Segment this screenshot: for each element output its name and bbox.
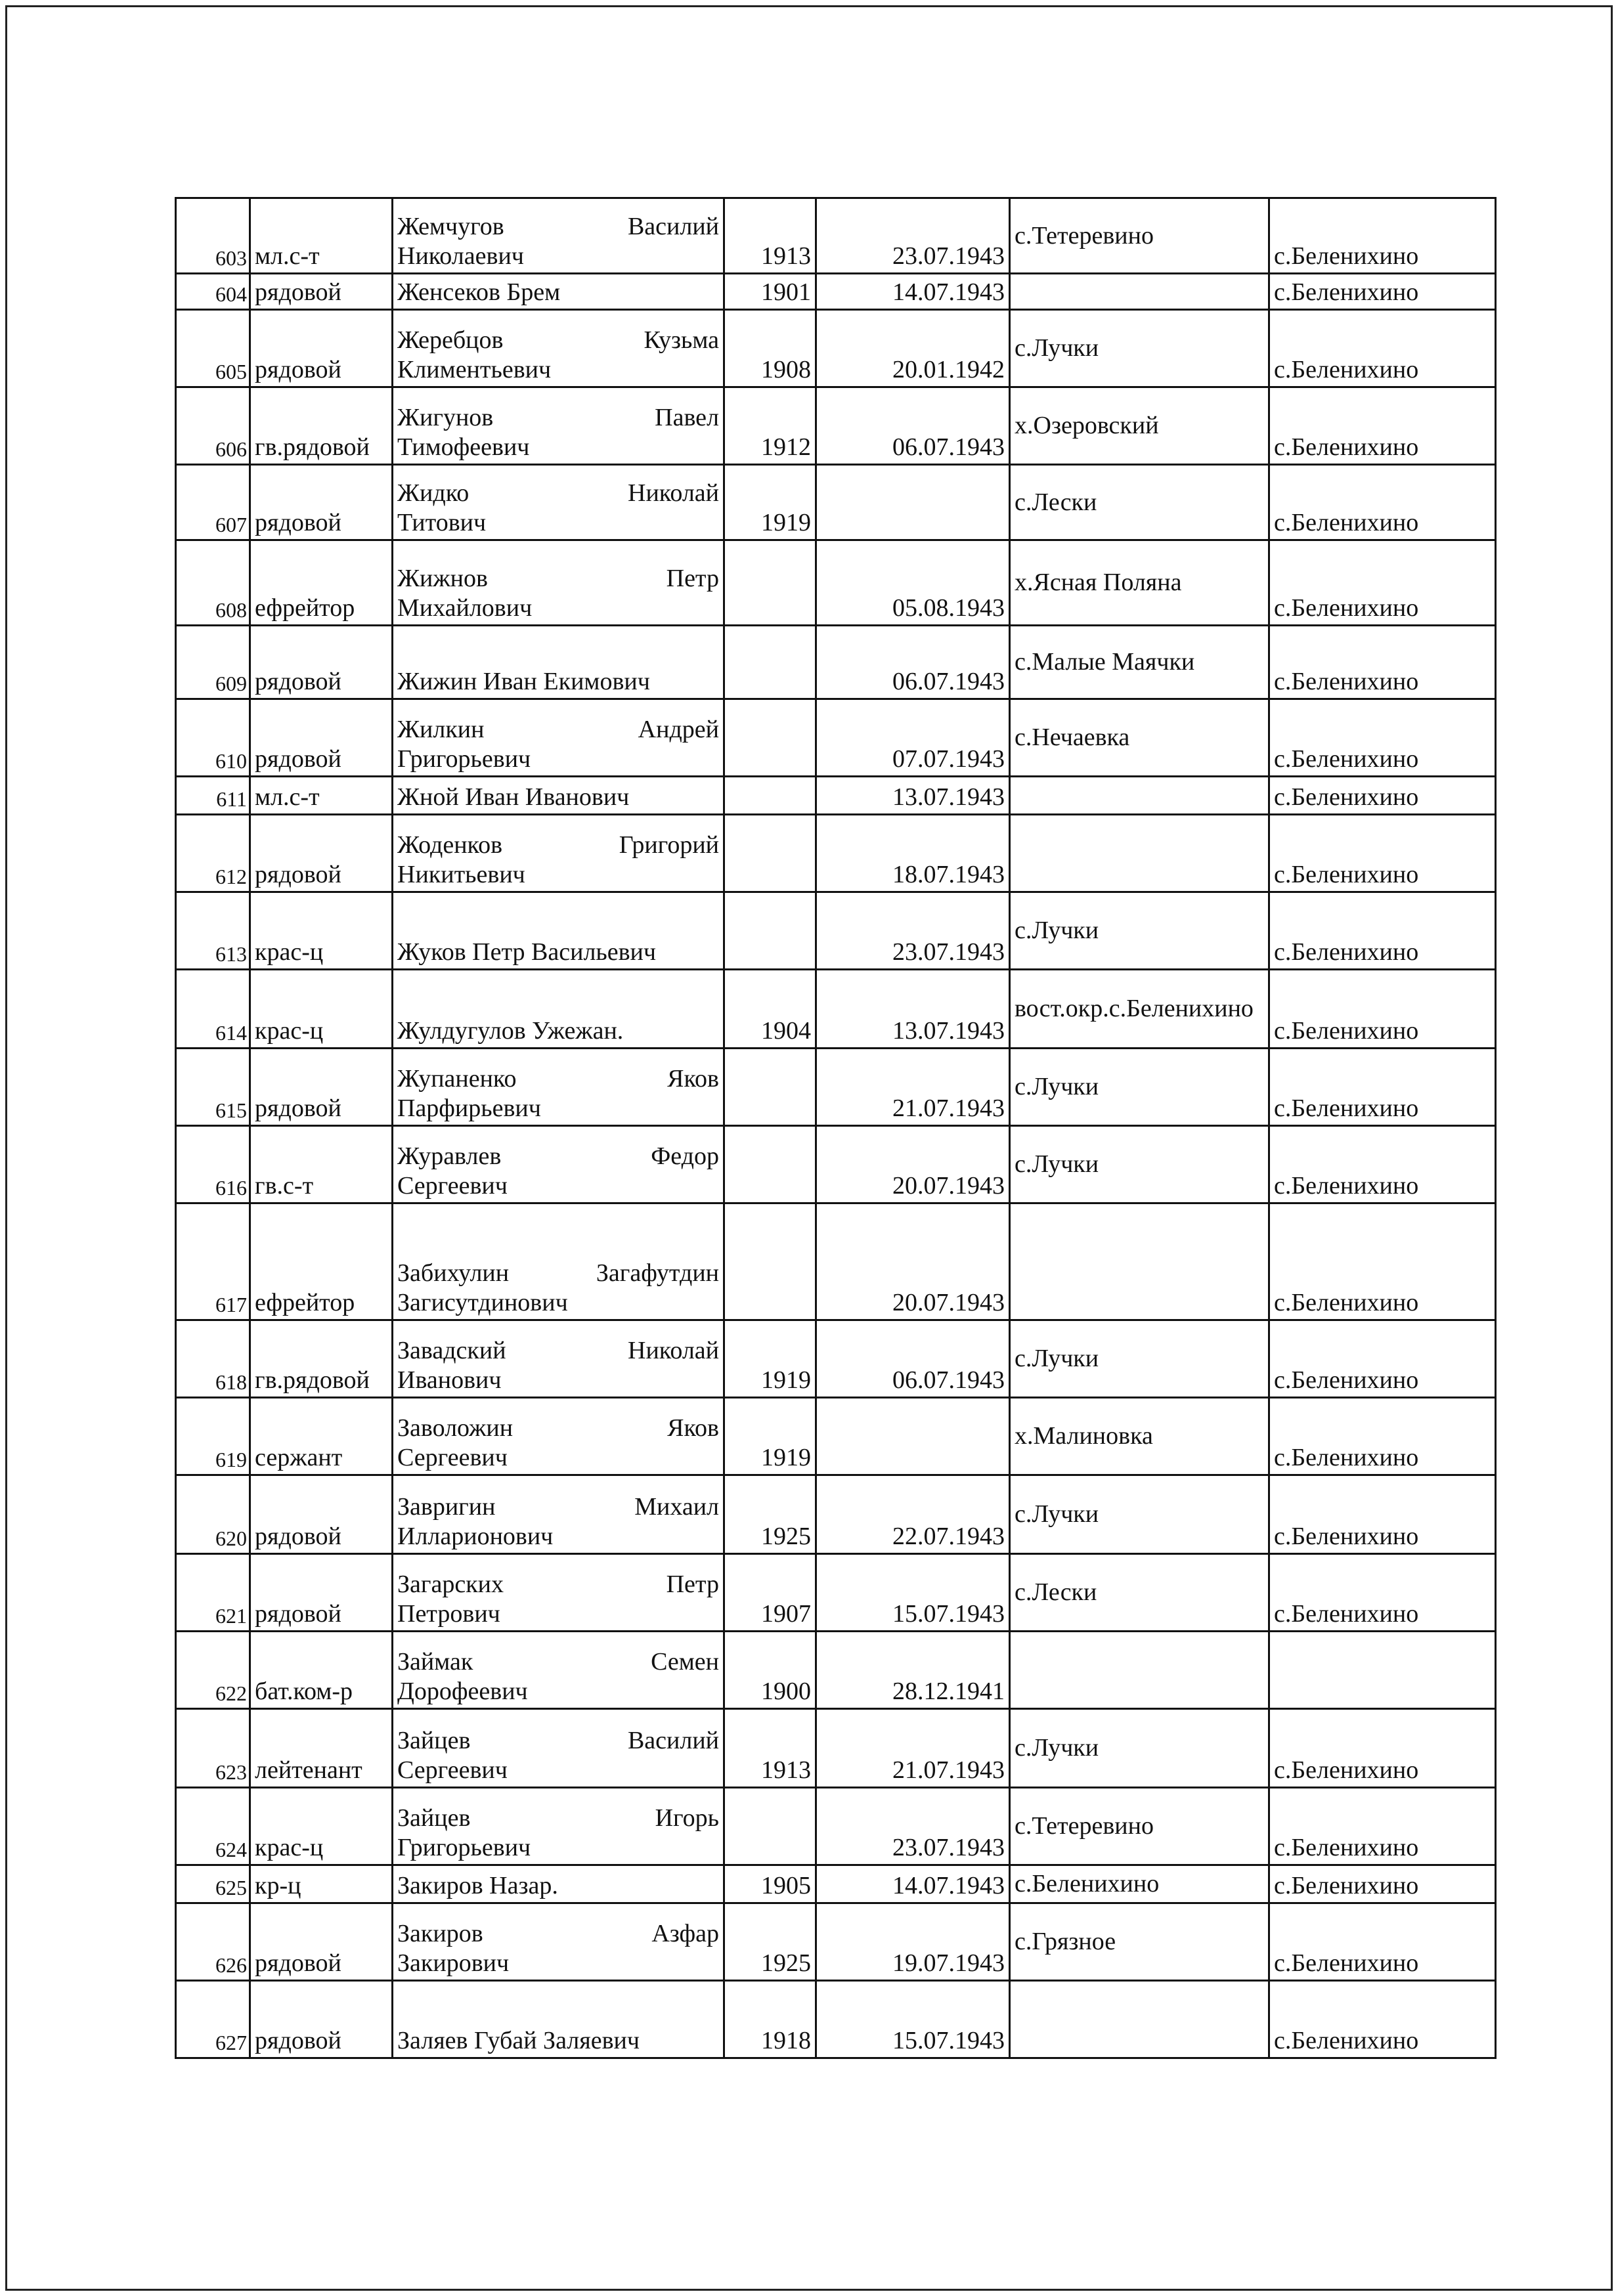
record-death-date: 06.07.1943 <box>816 387 1010 465</box>
record-number: 613 <box>176 892 250 970</box>
record-death-date: 19.07.1943 <box>816 1903 1010 1981</box>
record-birth-year: 1919 <box>724 465 816 540</box>
record-name <box>393 198 724 274</box>
record-name <box>393 626 724 699</box>
record-birth-year: 1925 <box>724 1903 816 1981</box>
record-name-line: Григорьевич <box>397 745 531 773</box>
record-name-line: Михайлович <box>397 594 533 622</box>
record-row <box>176 1981 1496 2058</box>
record-death-date: 05.08.1943 <box>816 540 1010 626</box>
record-row <box>176 1320 1496 1398</box>
record-rank: рядовой <box>250 1903 393 1981</box>
record-name-line: Жилкин Андрей <box>397 716 719 744</box>
record-name-text <box>397 831 719 890</box>
record-death-place <box>1010 815 1269 892</box>
record-burial-place: с.Беленихино <box>1269 699 1496 777</box>
record-birth-year: 1919 <box>724 1320 816 1398</box>
record-birth-year: 1908 <box>724 310 816 387</box>
record-burial-place: с.Беленихино <box>1269 1865 1496 1903</box>
record-death-date: 06.07.1943 <box>816 1320 1010 1398</box>
record-row <box>176 1554 1496 1632</box>
record-name-text <box>397 1336 719 1395</box>
record-death-place <box>1010 777 1269 815</box>
record-row <box>176 274 1496 310</box>
record-row <box>176 699 1496 777</box>
record-death-place: с.Лучки <box>1010 1709 1269 1788</box>
record-rank: бат.ком-р <box>250 1632 393 1709</box>
record-name-line: Закирович <box>397 1949 510 1978</box>
record-burial-place <box>1269 1632 1496 1709</box>
record-rank: рядовой <box>250 699 393 777</box>
record-number: 620 <box>176 1475 250 1554</box>
record-name <box>393 1865 724 1903</box>
record-name-line: Сергеевич <box>397 1756 508 1785</box>
record-row <box>176 1709 1496 1788</box>
record-row <box>176 198 1496 274</box>
record-birth-year: 1904 <box>724 970 816 1049</box>
record-rank: мл.с-т <box>250 198 393 274</box>
record-name-text <box>397 1726 719 1785</box>
record-name-line: Заляев Губай Заляевич <box>397 2027 640 2055</box>
record-number: 624 <box>176 1788 250 1865</box>
record-name-line: Завригин Михаил <box>397 1493 719 1521</box>
record-death-place: с.Лески <box>1010 465 1269 540</box>
record-burial-place: с.Беленихино <box>1269 1981 1496 2058</box>
record-name-text <box>397 1871 719 1901</box>
record-burial-place: с.Беленихино <box>1269 1709 1496 1788</box>
record-rank: крас-ц <box>250 892 393 970</box>
record-number: 610 <box>176 699 250 777</box>
record-name-line: Жной Иван Иванович <box>397 783 630 812</box>
record-name <box>393 274 724 310</box>
record-name-line: Тимофеевич <box>397 433 530 462</box>
record-name <box>393 465 724 540</box>
record-death-date <box>816 465 1010 540</box>
record-name-text <box>397 2026 719 2056</box>
record-name <box>393 1709 724 1788</box>
record-name <box>393 1126 724 1203</box>
record-rank: кр-ц <box>250 1865 393 1903</box>
record-row <box>176 970 1496 1049</box>
record-burial-place: с.Беленихино <box>1269 1554 1496 1632</box>
record-name-text <box>397 1492 719 1551</box>
record-number: 607 <box>176 465 250 540</box>
record-name-line: Жидко Николай <box>397 479 719 508</box>
record-name-text <box>397 564 719 623</box>
record-name-line: Илларионович <box>397 1523 554 1551</box>
record-burial-place: с.Беленихино <box>1269 1126 1496 1203</box>
record-name-line: Жеребцов Кузьма <box>397 326 719 355</box>
record-burial-place: с.Беленихино <box>1269 626 1496 699</box>
record-number: 616 <box>176 1126 250 1203</box>
record-rank: гв.рядовой <box>250 1320 393 1398</box>
record-name-line: Заволожин Яков <box>397 1414 719 1442</box>
record-number: 621 <box>176 1554 250 1632</box>
record-row <box>176 1788 1496 1865</box>
record-death-place: х.Озеровский <box>1010 387 1269 465</box>
record-death-date: 07.07.1943 <box>816 699 1010 777</box>
record-number: 614 <box>176 970 250 1049</box>
record-death-place <box>1010 1632 1269 1709</box>
record-name-text <box>397 1414 719 1473</box>
record-death-date: 20.07.1943 <box>816 1203 1010 1320</box>
record-name-line: Иванович <box>397 1366 502 1395</box>
record-birth-year <box>724 1049 816 1126</box>
record-death-place: с.Тетеревино <box>1010 1788 1269 1865</box>
record-name-line: Жигунов Павел <box>397 404 719 432</box>
record-birth-year <box>724 1788 816 1865</box>
record-name-text <box>397 278 719 307</box>
record-burial-place: с.Беленихино <box>1269 1788 1496 1865</box>
record-name-line: Жемчугов Василий <box>397 213 719 241</box>
record-death-place <box>1010 1981 1269 2058</box>
record-name-line: Парфирьевич <box>397 1094 541 1123</box>
record-burial-place: с.Беленихино <box>1269 777 1496 815</box>
record-burial-place: с.Беленихино <box>1269 1203 1496 1320</box>
record-name-line: Закиров Азфар <box>397 1920 719 1948</box>
record-death-place: с.Лучки <box>1010 310 1269 387</box>
record-name-line: Загарских Петр <box>397 1570 719 1599</box>
record-row <box>176 1203 1496 1320</box>
record-death-place: с.Лучки <box>1010 1126 1269 1203</box>
record-number: 609 <box>176 626 250 699</box>
record-burial-place: с.Беленихино <box>1269 198 1496 274</box>
record-birth-year: 1901 <box>724 274 816 310</box>
record-death-place: х.Малиновка <box>1010 1398 1269 1475</box>
record-rank: рядовой <box>250 815 393 892</box>
record-rank: ефрейтор <box>250 1203 393 1320</box>
record-death-date <box>816 1398 1010 1475</box>
record-name-line: Загисутдинович <box>397 1289 568 1317</box>
record-name <box>393 1632 724 1709</box>
record-death-date: 23.07.1943 <box>816 892 1010 970</box>
record-row <box>176 1632 1496 1709</box>
record-name-line: Женсеков Брем <box>397 278 561 307</box>
record-burial-place: с.Беленихино <box>1269 892 1496 970</box>
record-rank: рядовой <box>250 465 393 540</box>
record-row <box>176 1903 1496 1981</box>
record-rank: лейтенант <box>250 1709 393 1788</box>
record-row <box>176 815 1496 892</box>
record-name-line: Жуков Петр Васильевич <box>397 938 657 966</box>
record-name <box>393 1320 724 1398</box>
record-row <box>176 540 1496 626</box>
record-row <box>176 892 1496 970</box>
record-death-place <box>1010 1203 1269 1320</box>
record-birth-year <box>724 540 816 626</box>
record-death-place: с.Малые Маячки <box>1010 626 1269 699</box>
record-name-line: Забихулин Загафутдин <box>397 1259 719 1288</box>
record-name <box>393 970 724 1049</box>
record-death-place: с.Беленихино <box>1010 1865 1269 1903</box>
record-row <box>176 310 1496 387</box>
record-name-text <box>397 1016 719 1046</box>
record-name <box>393 540 724 626</box>
record-number: 626 <box>176 1903 250 1981</box>
record-rank: рядовой <box>250 1554 393 1632</box>
record-death-date: 28.12.1941 <box>816 1632 1010 1709</box>
record-name <box>393 699 724 777</box>
record-number: 605 <box>176 310 250 387</box>
record-rank: гв.рядовой <box>250 387 393 465</box>
record-name-text <box>397 1647 719 1706</box>
record-name-line: Завадский Николай <box>397 1337 719 1365</box>
record-death-date: 20.07.1943 <box>816 1126 1010 1203</box>
record-name-line: Зайцев Василий <box>397 1727 719 1755</box>
record-name-line: Зайцев Игорь <box>397 1804 719 1832</box>
record-birth-year <box>724 815 816 892</box>
record-death-place: х.Ясная Поляна <box>1010 540 1269 626</box>
record-death-place: с.Грязное <box>1010 1903 1269 1981</box>
record-number: 622 <box>176 1632 250 1709</box>
record-row <box>176 465 1496 540</box>
record-row <box>176 1049 1496 1126</box>
record-name <box>393 1203 724 1320</box>
record-burial-place: с.Беленихино <box>1269 970 1496 1049</box>
record-burial-place: с.Беленихино <box>1269 274 1496 310</box>
record-name-line: Сергеевич <box>397 1172 508 1200</box>
record-number: 606 <box>176 387 250 465</box>
record-name-line: Жоденков Григорий <box>397 831 719 859</box>
record-name <box>393 1554 724 1632</box>
record-name <box>393 1903 724 1981</box>
record-number: 604 <box>176 274 250 310</box>
record-death-date: 21.07.1943 <box>816 1709 1010 1788</box>
record-birth-year: 1919 <box>724 1398 816 1475</box>
record-burial-place: с.Беленихино <box>1269 310 1496 387</box>
record-name-text <box>397 783 719 812</box>
record-name-line: Жижнов Петр <box>397 565 719 593</box>
record-death-place: с.Лучки <box>1010 1049 1269 1126</box>
record-name <box>393 310 724 387</box>
record-burial-place: с.Беленихино <box>1269 465 1496 540</box>
record-rank: рядовой <box>250 626 393 699</box>
record-name-text <box>397 479 719 538</box>
record-burial-place: с.Беленихино <box>1269 1320 1496 1398</box>
record-number: 615 <box>176 1049 250 1126</box>
record-death-date: 22.07.1943 <box>816 1475 1010 1554</box>
record-name-text <box>397 1142 719 1201</box>
record-name-line: Займак Семен <box>397 1648 719 1676</box>
record-name <box>393 1475 724 1554</box>
record-name-line: Дорофеевич <box>397 1678 528 1706</box>
record-rank: мл.с-т <box>250 777 393 815</box>
record-death-date: 06.07.1943 <box>816 626 1010 699</box>
record-rank: рядовой <box>250 310 393 387</box>
record-name-text <box>397 1064 719 1123</box>
record-burial-place: с.Беленихино <box>1269 1475 1496 1554</box>
record-name-line: Жижин Иван Екимович <box>397 668 650 696</box>
record-death-place: с.Лучки <box>1010 1475 1269 1554</box>
record-death-place: с.Лучки <box>1010 892 1269 970</box>
record-birth-year: 1918 <box>724 1981 816 2058</box>
record-rank: рядовой <box>250 1049 393 1126</box>
record-name-text <box>397 403 719 462</box>
record-rank: рядовой <box>250 1981 393 2058</box>
record-birth-year <box>724 892 816 970</box>
record-death-place <box>1010 274 1269 310</box>
record-death-date: 23.07.1943 <box>816 198 1010 274</box>
record-name-line: Никитьевич <box>397 861 525 889</box>
record-number: 612 <box>176 815 250 892</box>
record-row <box>176 1126 1496 1203</box>
record-name-text <box>397 1804 719 1863</box>
record-name-text <box>397 667 719 697</box>
record-death-date: 23.07.1943 <box>816 1788 1010 1865</box>
record-name-text <box>397 1919 719 1978</box>
record-number: 611 <box>176 777 250 815</box>
record-birth-year <box>724 1203 816 1320</box>
record-rank: крас-ц <box>250 970 393 1049</box>
record-name-line: Петрович <box>397 1600 500 1628</box>
record-death-place: с.Лески <box>1010 1554 1269 1632</box>
record-birth-year: 1912 <box>724 387 816 465</box>
record-birth-year: 1913 <box>724 198 816 274</box>
record-name-line: Григорьевич <box>397 1834 531 1862</box>
record-burial-place: с.Беленихино <box>1269 540 1496 626</box>
record-name-line: Климентьевич <box>397 356 552 384</box>
record-death-date: 13.07.1943 <box>816 777 1010 815</box>
record-name <box>393 815 724 892</box>
record-number: 603 <box>176 198 250 274</box>
record-birth-year <box>724 699 816 777</box>
record-name-line: Титович <box>397 509 487 537</box>
record-death-date: 14.07.1943 <box>816 1865 1010 1903</box>
record-birth-year <box>724 626 816 699</box>
record-name <box>393 387 724 465</box>
burial-records-table <box>175 197 1497 2059</box>
record-birth-year <box>724 777 816 815</box>
record-name-line: Николаевич <box>397 242 524 271</box>
record-name-text <box>397 938 719 967</box>
record-death-date: 15.07.1943 <box>816 1554 1010 1632</box>
record-name-text <box>397 715 719 774</box>
record-birth-year: 1905 <box>724 1865 816 1903</box>
record-name <box>393 1788 724 1865</box>
record-death-place: с.Нечаевка <box>1010 699 1269 777</box>
record-name-text <box>397 1259 719 1318</box>
record-number: 617 <box>176 1203 250 1320</box>
record-name-line: Жулдугулов Ужежан. <box>397 1017 624 1045</box>
record-name-text <box>397 1570 719 1629</box>
record-row <box>176 1398 1496 1475</box>
record-rank: гв.с-т <box>250 1126 393 1203</box>
record-death-place: с.Тетеревино <box>1010 198 1269 274</box>
record-burial-place: с.Беленихино <box>1269 815 1496 892</box>
record-number: 618 <box>176 1320 250 1398</box>
record-name-line: Жупаненко Яков <box>397 1065 719 1093</box>
record-rank: рядовой <box>250 274 393 310</box>
record-rank: ефрейтор <box>250 540 393 626</box>
record-number: 619 <box>176 1398 250 1475</box>
record-birth-year: 1900 <box>724 1632 816 1709</box>
record-name <box>393 777 724 815</box>
record-number: 623 <box>176 1709 250 1788</box>
record-death-place: вост.окр.с.Беленихино <box>1010 970 1269 1049</box>
record-name-text <box>397 212 719 271</box>
record-name-text <box>397 326 719 385</box>
record-row <box>176 1865 1496 1903</box>
record-burial-place: с.Беленихино <box>1269 1398 1496 1475</box>
record-rank: сержант <box>250 1398 393 1475</box>
record-row <box>176 387 1496 465</box>
record-death-date: 18.07.1943 <box>816 815 1010 892</box>
record-name <box>393 1049 724 1126</box>
record-name <box>393 1398 724 1475</box>
record-rank: крас-ц <box>250 1788 393 1865</box>
record-birth-year <box>724 1126 816 1203</box>
record-death-date: 20.01.1942 <box>816 310 1010 387</box>
record-name-line: Сергеевич <box>397 1444 508 1472</box>
record-number: 627 <box>176 1981 250 2058</box>
record-name <box>393 1981 724 2058</box>
record-death-date: 13.07.1943 <box>816 970 1010 1049</box>
record-birth-year: 1907 <box>724 1554 816 1632</box>
record-burial-place: с.Беленихино <box>1269 1049 1496 1126</box>
record-death-date: 15.07.1943 <box>816 1981 1010 2058</box>
record-birth-year: 1913 <box>724 1709 816 1788</box>
record-death-date: 21.07.1943 <box>816 1049 1010 1126</box>
record-row <box>176 777 1496 815</box>
record-birth-year: 1925 <box>724 1475 816 1554</box>
record-number: 608 <box>176 540 250 626</box>
record-rank: рядовой <box>250 1475 393 1554</box>
record-death-place: с.Лучки <box>1010 1320 1269 1398</box>
record-row <box>176 626 1496 699</box>
record-name <box>393 892 724 970</box>
record-number: 625 <box>176 1865 250 1903</box>
record-burial-place: с.Беленихино <box>1269 387 1496 465</box>
record-row <box>176 1475 1496 1554</box>
record-name-line: Журавлев Федор <box>397 1142 719 1171</box>
record-burial-place: с.Беленихино <box>1269 1903 1496 1981</box>
record-name-line: Закиров Назар. <box>397 1872 558 1900</box>
record-death-date: 14.07.1943 <box>816 274 1010 310</box>
